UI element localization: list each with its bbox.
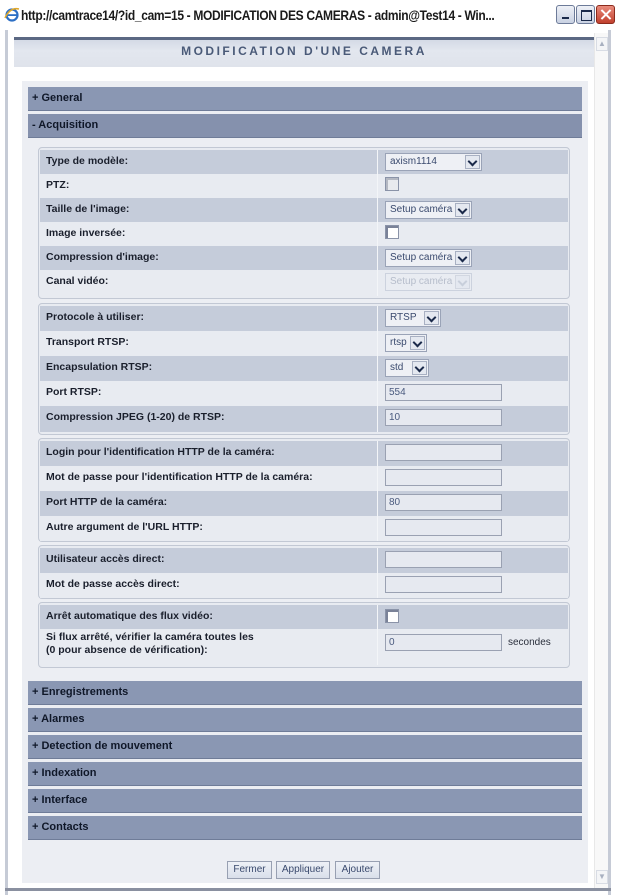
column-separator bbox=[377, 270, 378, 296]
label-encapsulation-rtsp: Encapsulation RTSP: bbox=[46, 361, 153, 373]
accordion-indexation[interactable] bbox=[28, 762, 582, 786]
chevron-down-icon bbox=[424, 311, 439, 325]
column-separator bbox=[377, 150, 378, 174]
arret-auto-checkbox[interactable] bbox=[385, 609, 399, 623]
row-http-login bbox=[40, 441, 568, 466]
label-direct-password: Mot de passe accès direct: bbox=[46, 578, 180, 590]
column-separator bbox=[377, 573, 378, 598]
label-compression-image: Compression d'image: bbox=[46, 251, 159, 263]
select-value: Setup caméra bbox=[390, 276, 453, 287]
select-value: std bbox=[390, 362, 404, 373]
http-port-input[interactable]: 80 bbox=[385, 494, 502, 511]
page-content bbox=[8, 33, 594, 888]
select-value: Setup caméra bbox=[390, 204, 453, 215]
accordion-acquisition[interactable] bbox=[28, 114, 582, 138]
column-separator bbox=[377, 331, 378, 356]
accordion-general[interactable] bbox=[28, 87, 582, 111]
column-separator bbox=[377, 548, 378, 573]
accordion-label: + Detection de mouvement bbox=[32, 740, 173, 752]
window-title: http://camtrace14/?id_cam=15 - MODIFICATION DES CAMERAS - admin@Test14 - Win... bbox=[21, 7, 495, 23]
row-http-password bbox=[40, 466, 568, 491]
accordion-label: - Acquisition bbox=[32, 119, 99, 131]
taille-image-select[interactable] bbox=[385, 201, 472, 219]
title-bar[interactable] bbox=[0, 0, 617, 30]
column-separator bbox=[377, 605, 378, 629]
chevron-down-icon bbox=[412, 361, 427, 375]
row-protocole bbox=[40, 306, 568, 331]
row-taille-image bbox=[40, 198, 568, 222]
column-separator bbox=[377, 516, 378, 541]
compression-jpeg-input[interactable]: 10 bbox=[385, 409, 502, 426]
section-rtsp bbox=[38, 303, 570, 435]
accordion-contacts[interactable] bbox=[28, 816, 582, 840]
window-frame-bottom bbox=[5, 888, 611, 891]
action-buttons bbox=[8, 861, 594, 881]
accordion-detection-mouvement[interactable] bbox=[28, 735, 582, 759]
select-value: Setup caméra bbox=[390, 252, 453, 263]
column-separator bbox=[377, 629, 378, 665]
window-frame-right bbox=[608, 30, 611, 895]
row-compression-jpeg bbox=[40, 406, 568, 432]
accordion-label: + Interface bbox=[32, 794, 88, 806]
label-check-interval bbox=[46, 631, 254, 657]
page-header bbox=[14, 37, 594, 67]
transport-rtsp-select[interactable] bbox=[385, 334, 427, 352]
column-separator bbox=[377, 306, 378, 331]
column-separator bbox=[377, 406, 378, 432]
select-value: rtsp bbox=[390, 337, 407, 348]
page-title: MODIFICATION D'UNE CAMERA bbox=[181, 44, 427, 58]
seconds-suffix: secondes bbox=[508, 637, 551, 648]
label-http-url-arg: Autre argument de l'URL HTTP: bbox=[46, 521, 203, 533]
label-line-1: Si flux arrêté, vérifier la caméra toutes les bbox=[46, 631, 254, 643]
column-separator bbox=[377, 356, 378, 381]
image-inversee-checkbox[interactable] bbox=[385, 225, 399, 239]
label-canal-video: Canal vidéo: bbox=[46, 275, 109, 287]
label-compression-jpeg: Compression JPEG (1-20) de RTSP: bbox=[46, 411, 225, 423]
row-http-port bbox=[40, 491, 568, 516]
maximize-button[interactable] bbox=[576, 5, 595, 24]
column-separator bbox=[377, 174, 378, 198]
label-ptz: PTZ: bbox=[46, 179, 70, 191]
protocole-select[interactable] bbox=[385, 309, 441, 327]
row-canal-video bbox=[40, 270, 568, 296]
appliquer-button[interactable]: Appliquer bbox=[276, 861, 330, 879]
label-protocole: Protocole à utiliser: bbox=[46, 311, 145, 323]
section-http bbox=[38, 438, 570, 542]
accordion-label: + Contacts bbox=[32, 821, 89, 833]
row-direct-password bbox=[40, 573, 568, 598]
row-arret-auto bbox=[40, 605, 568, 629]
accordion-label: + Enregistrements bbox=[32, 686, 129, 698]
chevron-down-icon bbox=[455, 251, 470, 265]
ptz-checkbox[interactable] bbox=[385, 177, 399, 191]
row-direct-user bbox=[40, 548, 568, 573]
row-encapsulation-rtsp bbox=[40, 356, 568, 381]
section-image-settings bbox=[38, 147, 570, 299]
check-interval-input[interactable]: 0 bbox=[385, 634, 502, 651]
chevron-down-icon bbox=[455, 275, 470, 289]
label-arret-auto: Arrêt automatique des flux vidéo: bbox=[46, 610, 213, 622]
row-image-inversee bbox=[40, 222, 568, 246]
row-transport-rtsp bbox=[40, 331, 568, 356]
direct-user-input[interactable] bbox=[385, 551, 502, 568]
column-separator bbox=[377, 198, 378, 222]
column-separator bbox=[377, 381, 378, 406]
accordion-enregistrements[interactable] bbox=[28, 681, 582, 705]
port-rtsp-input[interactable]: 554 bbox=[385, 384, 502, 401]
chevron-down-icon bbox=[410, 336, 425, 350]
ajouter-button[interactable]: Ajouter bbox=[335, 861, 380, 879]
chevron-down-icon bbox=[465, 155, 480, 169]
accordion-alarmes[interactable] bbox=[28, 708, 582, 732]
accordion-label: + General bbox=[32, 92, 83, 104]
label-http-port: Port HTTP de la caméra: bbox=[46, 496, 168, 508]
column-separator bbox=[377, 466, 378, 491]
label-type-modele: Type de modèle: bbox=[46, 155, 129, 167]
column-separator bbox=[377, 441, 378, 466]
label-image-inversee: Image inversée: bbox=[46, 227, 126, 239]
camera-form-panel bbox=[22, 81, 588, 883]
column-separator bbox=[377, 222, 378, 246]
row-type-modele bbox=[40, 150, 568, 174]
label-port-rtsp: Port RTSP: bbox=[46, 386, 102, 398]
encapsulation-rtsp-select[interactable] bbox=[385, 359, 429, 377]
accordion-interface[interactable] bbox=[28, 789, 582, 813]
column-separator bbox=[377, 246, 378, 270]
accordion-label: + Indexation bbox=[32, 767, 97, 779]
http-url-arg-input[interactable] bbox=[385, 519, 502, 536]
select-value: axism1114 bbox=[390, 156, 437, 167]
http-password-input[interactable] bbox=[385, 469, 502, 486]
http-login-input[interactable] bbox=[385, 444, 502, 461]
label-taille-image: Taille de l'image: bbox=[46, 203, 130, 215]
row-ptz bbox=[40, 174, 568, 198]
canal-video-select[interactable] bbox=[385, 273, 472, 291]
fermer-button[interactable]: Fermer bbox=[227, 861, 272, 879]
row-port-rtsp bbox=[40, 381, 568, 406]
label-http-login: Login pour l'identification HTTP de la caméra: bbox=[46, 446, 275, 458]
direct-password-input[interactable] bbox=[385, 576, 502, 593]
vertical-scrollbar[interactable] bbox=[594, 33, 608, 888]
compression-image-select[interactable] bbox=[385, 249, 472, 267]
accordion-label: + Alarmes bbox=[32, 713, 85, 725]
label-direct-user: Utilisateur accès direct: bbox=[46, 553, 165, 565]
row-http-url-arg bbox=[40, 516, 568, 541]
label-http-password: Mot de passe pour l'identification HTTP de la caméra: bbox=[46, 471, 313, 483]
row-check-interval bbox=[40, 629, 568, 665]
scroll-down-arrow-icon[interactable]: ▼ bbox=[596, 870, 608, 884]
chevron-down-icon bbox=[455, 203, 470, 217]
scroll-up-arrow-icon[interactable]: ▲ bbox=[596, 37, 608, 51]
ie-icon bbox=[4, 6, 20, 22]
section-direct-access bbox=[38, 545, 570, 599]
column-separator bbox=[377, 491, 378, 516]
type-modele-select[interactable] bbox=[385, 153, 482, 171]
row-compression-image bbox=[40, 246, 568, 270]
select-value: RTSP bbox=[390, 312, 417, 323]
minimize-button[interactable] bbox=[556, 5, 575, 24]
label-line-2: (0 pour absence de vérification): bbox=[46, 644, 208, 656]
section-auto-stop bbox=[38, 602, 570, 668]
label-transport-rtsp: Transport RTSP: bbox=[46, 336, 129, 348]
close-button[interactable] bbox=[596, 5, 615, 24]
